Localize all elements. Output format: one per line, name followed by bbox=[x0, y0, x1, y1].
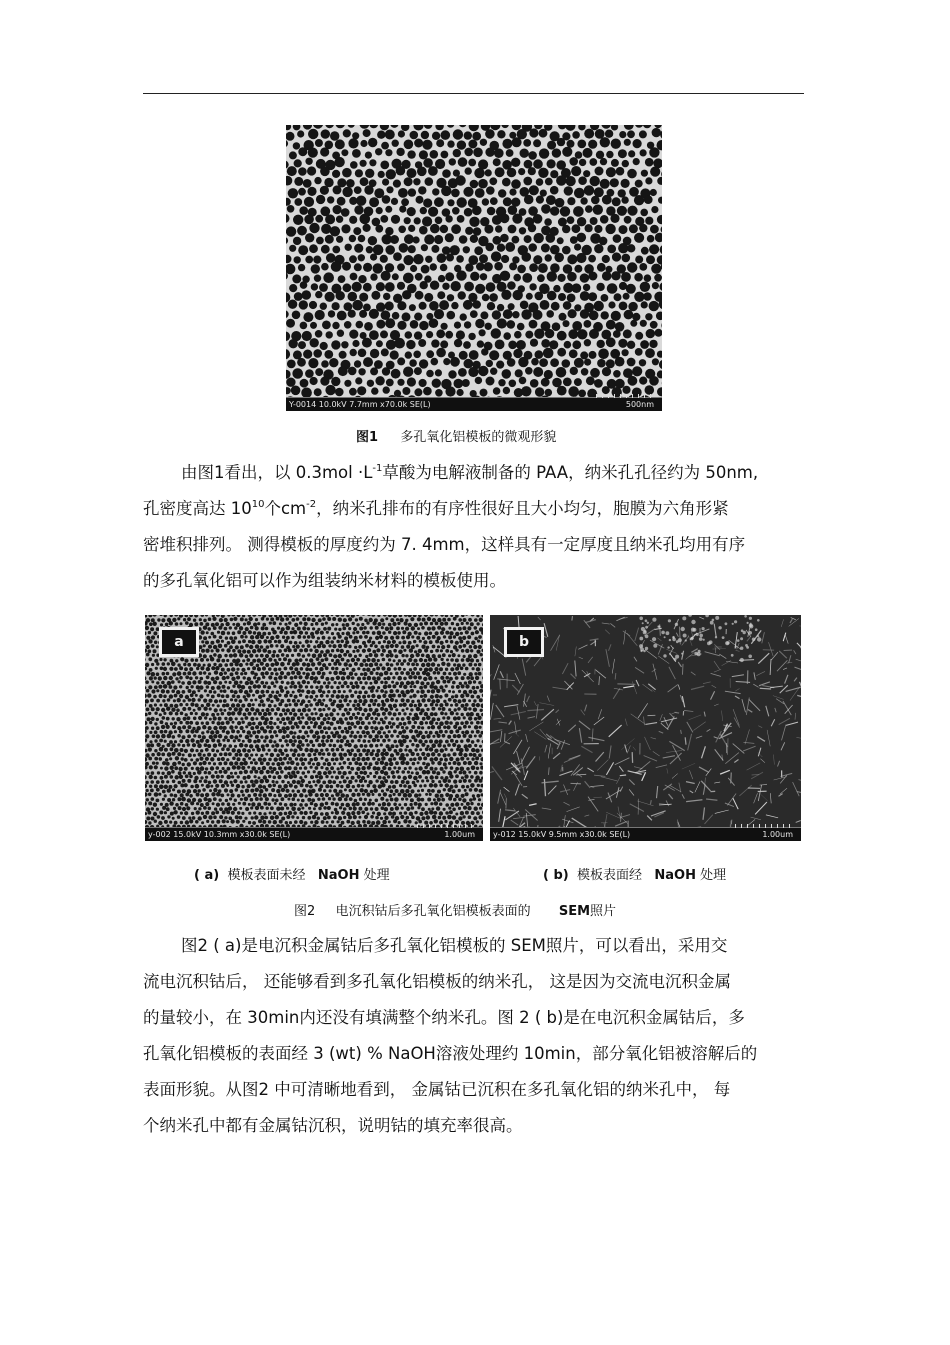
figure2b-sem-image bbox=[490, 615, 801, 841]
paragraph-1 bbox=[143, 455, 808, 599]
paragraph-1-line: 密堆积排列。 测得模板的厚度约为 7. 4mm，这样具有一定厚度且纳米孔均用有序 bbox=[143, 535, 746, 554]
paragraph-2-line: 表面形貌。从图2 中可清晰地看到， 金属钴已沉积在多孔氧化铝的纳米孔中， 每 bbox=[143, 1080, 731, 1099]
figure2b-sem-databar bbox=[490, 827, 801, 841]
scale-ticks bbox=[417, 824, 477, 828]
figure2a-scale-label: 1.00um bbox=[444, 830, 475, 839]
paragraph-2-line: 的量较小，在 30min内还没有填满整个纳米孔。图 2 ( b)是在电沉积金属钴后，多 bbox=[143, 1008, 745, 1027]
figure1-caption-text: 多孔氧化铝模板的微观形貌 bbox=[400, 430, 557, 445]
figure2-caption-label: 图2 bbox=[294, 904, 316, 919]
figure2b-caption: ( b) 模板表面经 NaOH 处理 bbox=[543, 868, 727, 883]
figure1-sem-databar bbox=[286, 397, 662, 411]
figure2-caption-text: 电沉积钴后多孔氧化铝模板表面的 bbox=[335, 904, 531, 919]
figure2-caption-sem: SEM bbox=[558, 904, 591, 919]
figure2b-sem-info: y-012 15.0kV 9.5mm x30.0k SE(L) bbox=[493, 830, 631, 839]
paragraph-2-line: 个纳米孔中都有金属钴沉积，说明钴的填充率很高。 bbox=[143, 1116, 523, 1135]
paragraph-2-line: 孔氧化铝模板的表面经 3 (wt) % NaOH溶液处理约 10min，部分氧化铝被溶解后的 bbox=[143, 1044, 758, 1063]
figure2-caption: 图2 电沉积钴后多孔氧化铝模板表面的 SEM照片 bbox=[294, 904, 617, 919]
paragraph-2-line: 图2 ( a)是电沉积金属钴后多孔氧化铝模板的 SEM照片，可以看出，采用交 bbox=[181, 936, 728, 955]
paragraph-1-line: 由图1看出，以 $0.3mol \cdot L^{-1}$草酸为电解液制备的 PAA，纳米孔孔径约为 50nm, bbox=[181, 463, 759, 482]
figure1-sem-info: Y-0014 10.0kV 7.7mm x70.0k SE(L) bbox=[289, 400, 431, 409]
figure2a-sem-image bbox=[145, 615, 483, 841]
figure1-scale-label: 500nm bbox=[625, 400, 654, 409]
figure2b-panel-label: b bbox=[504, 627, 544, 657]
figure1-sem-image bbox=[286, 125, 662, 411]
header-rule bbox=[143, 93, 804, 94]
paragraph-1-line: 孔密度高达 $10^{10}$个$cm^{-2}$，纳米孔排布的有序性很好且大小均匀，胞膜为六角形紧 bbox=[143, 499, 729, 518]
figure2a-panel-label: a bbox=[159, 627, 199, 657]
paragraph-1-line: 的多孔氧化铝可以作为组装纳米材料的模板使用。 bbox=[143, 571, 506, 590]
scale-ticks bbox=[596, 394, 656, 398]
paragraph-2-line: 流电沉积钴后， 还能够看到多孔氧化铝模板的纳米孔， 这是因为交流电沉积金属 bbox=[143, 972, 731, 991]
figure2b-scale-label: 1.00um bbox=[762, 830, 793, 839]
figure1-caption-label: 图1 bbox=[356, 430, 379, 445]
scale-ticks bbox=[735, 824, 795, 828]
paragraph-2 bbox=[143, 928, 808, 1144]
figure2a-sem-info: y-002 15.0kV 10.3mm x30.0k SE(L) bbox=[148, 830, 291, 839]
figure1-caption bbox=[356, 426, 556, 445]
figure2a-caption: ( a) 模板表面未经 NaOH 处理 bbox=[194, 868, 390, 883]
figure2a-sem-databar bbox=[145, 827, 483, 841]
